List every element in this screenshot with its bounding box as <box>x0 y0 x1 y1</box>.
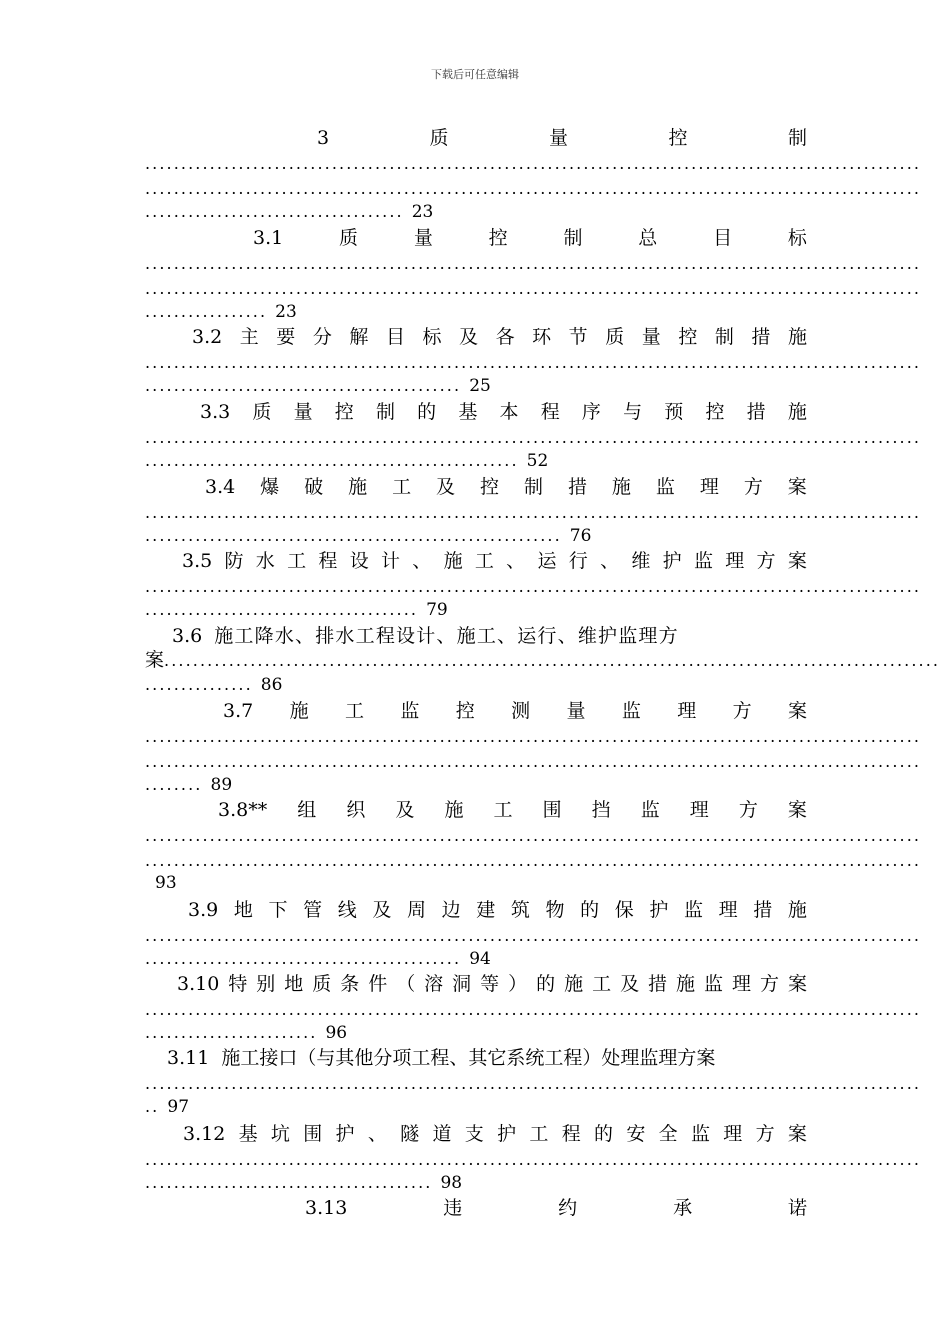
toc-entry-page-line <box>145 526 591 546</box>
toc-entry-char: 施 <box>611 476 631 498</box>
toc-entry-char: 质 <box>429 127 449 149</box>
toc-entry-char: 基 <box>238 1123 258 1145</box>
toc-entry-page-line <box>145 873 177 893</box>
toc-entry-char: 及 <box>395 799 415 821</box>
toc-entry-title[interactable] <box>177 972 807 996</box>
toc-entry-char: 特 <box>228 973 248 995</box>
toc-entry-char: 分 <box>312 326 332 348</box>
toc-entry-char: 边 <box>441 899 461 921</box>
toc-entry-char: 监 <box>400 700 420 722</box>
toc-entry-char: 承 <box>673 1197 693 1219</box>
toc-entry-char: 织 <box>346 799 366 821</box>
toc-entry-char: 施 <box>289 700 309 722</box>
toc-entry-char: 洞 <box>452 973 472 995</box>
toc-entry-char: 护 <box>335 1123 355 1145</box>
toc-entry-title[interactable] <box>188 898 807 922</box>
toc-entry-char: 理 <box>699 476 719 498</box>
toc-entry-title[interactable] <box>305 1196 807 1220</box>
toc-entry-char: 控 <box>334 401 354 423</box>
toc-entry-char: 护 <box>662 550 682 572</box>
toc-entry-char: 、 <box>367 1123 387 1145</box>
toc-entry-char: 方 <box>756 550 776 572</box>
toc-entry-char: 制 <box>714 326 734 348</box>
dot-leader: ............................................................................................................ <box>145 154 922 173</box>
toc-entry-number: 3.12 <box>183 1123 226 1145</box>
toc-entry-char: 方 <box>759 973 779 995</box>
dot-leader: ............................................................................................................ <box>145 1000 922 1019</box>
toc-entry-char: 的 <box>580 899 600 921</box>
toc-entry-char: 护 <box>497 1123 517 1145</box>
toc-entry-number: 3.11 <box>167 1047 210 1069</box>
dot-leader: ............... <box>145 675 253 694</box>
toc-entry-char: 监 <box>655 476 675 498</box>
toc-entry-title[interactable] <box>172 624 807 648</box>
toc-entry-char: 、 <box>412 550 432 572</box>
toc-entry-char: 组 <box>297 799 317 821</box>
toc-entry-page-line <box>145 775 232 795</box>
toc-entry-char: 及 <box>436 476 456 498</box>
toc-entry-char: 建 <box>476 899 496 921</box>
toc-entry-number: 3.3 <box>200 401 231 423</box>
toc-entry-char: 控 <box>678 326 698 348</box>
toc-entry-char: 等 <box>480 973 500 995</box>
toc-entry-char: 条 <box>340 973 360 995</box>
toc-entry-page-number: 96 <box>325 1023 348 1043</box>
toc-entry-page-number: 97 <box>167 1097 190 1117</box>
dot-leader: ............................................................................................................ <box>145 577 922 596</box>
toc-entry-char: 的 <box>594 1123 614 1145</box>
toc-entry-char: 及 <box>372 899 392 921</box>
toc-entry-title[interactable] <box>205 475 807 499</box>
dot-leader: ............................................................................................................ <box>145 752 922 771</box>
toc-entry-text: 施工降水、排水工程设计、施工、运行、维护监理方 <box>214 625 679 647</box>
toc-entry-char: 环 <box>532 326 552 348</box>
toc-entry-char: 理 <box>732 973 752 995</box>
toc-entry-char: 标 <box>422 326 442 348</box>
toc-entry-char: 理 <box>689 799 709 821</box>
toc-entry-page-line <box>145 949 491 969</box>
toc-entry-char: 及 <box>620 973 640 995</box>
toc-entry-char: 制 <box>787 127 807 149</box>
toc-entry-title[interactable] <box>218 798 807 822</box>
toc-entry-char: 工 <box>392 476 412 498</box>
toc-entry-char: 、 <box>506 550 526 572</box>
toc-entry-char: 及 <box>459 326 479 348</box>
toc-entry-char: 量 <box>413 227 433 249</box>
toc-entry-char: 物 <box>545 899 565 921</box>
toc-entry-char: 监 <box>690 1123 710 1145</box>
dot-leader: ........ <box>145 775 203 794</box>
toc-entry-char: 爆 <box>260 476 280 498</box>
toc-entry-char: 措 <box>648 973 668 995</box>
toc-entry-char: 计 <box>380 550 400 572</box>
toc-entry-page-number: 76 <box>569 526 592 546</box>
toc-entry-page-line <box>145 376 491 396</box>
toc-entry-char: 违 <box>443 1197 463 1219</box>
toc-entry-char: 案 <box>787 1123 807 1145</box>
toc-entry-char: 案 <box>787 799 807 821</box>
toc-entry-char: 全 <box>658 1123 678 1145</box>
toc-entry-page-line <box>145 451 548 471</box>
toc-entry-char: 主 <box>239 326 259 348</box>
toc-entry-char: 理 <box>725 550 745 572</box>
toc-entry-char: 目 <box>713 227 733 249</box>
dot-leader: ............................................................................................................ <box>164 651 941 670</box>
toc-entry-number: 3.5 <box>182 550 213 572</box>
toc-entry-char: 的 <box>536 973 556 995</box>
toc-entry-char: 工 <box>344 700 364 722</box>
toc-entry-number: 3.1 <box>253 227 284 249</box>
toc-entry-char: 质 <box>605 326 625 348</box>
dot-leader: ........................................ <box>145 1173 433 1192</box>
dot-leader: .......................................................... <box>145 526 562 545</box>
toc-entry-char: 、 <box>600 550 620 572</box>
toc-entry-title[interactable] <box>167 1046 807 1070</box>
page-header: 下载后可任意编辑 <box>431 68 519 81</box>
toc-entry-char: 措 <box>746 401 766 423</box>
toc-entry-char: （ <box>396 973 416 995</box>
toc-entry-continuation <box>145 649 941 671</box>
toc-entry-char: 方 <box>755 1123 775 1145</box>
toc-entry-title[interactable] <box>317 126 807 150</box>
toc-entry-char: 各 <box>495 326 515 348</box>
dot-leader: ............................................................................................................ <box>145 179 922 198</box>
toc-entry-page-number: 89 <box>210 775 233 795</box>
toc-entry-char: 坑 <box>270 1123 290 1145</box>
toc-entry-page-number: 86 <box>260 675 283 695</box>
toc-entry-char: 工 <box>474 550 494 572</box>
toc-entry-char: 保 <box>614 899 634 921</box>
toc-entry-char: 隧 <box>400 1123 420 1145</box>
toc-entry-char: 护 <box>649 899 669 921</box>
dot-leader: ............................................................................................................ <box>145 1074 922 1093</box>
toc-entry-page-line <box>145 302 297 322</box>
toc-entry-number: 3.8** <box>218 799 268 821</box>
toc-entry-char: 施 <box>348 476 368 498</box>
toc-entry-char: 控 <box>668 127 688 149</box>
toc-entry-number: 3 <box>317 127 330 149</box>
toc-entry-char: 围 <box>303 1123 323 1145</box>
toc-entry-title[interactable] <box>223 699 807 723</box>
toc-entry-char: 施 <box>787 326 807 348</box>
dot-leader: ............................................................................................................ <box>145 926 922 945</box>
toc-entry-char: 制 <box>523 476 543 498</box>
toc-entry-char: ） <box>508 973 528 995</box>
toc-entry-char: 件 <box>368 973 388 995</box>
toc-entry-char: 量 <box>549 127 569 149</box>
toc-entry-char: 质 <box>312 973 332 995</box>
toc-entry-char: 监 <box>693 550 713 572</box>
toc-entry-char: 序 <box>581 401 601 423</box>
toc-entry-char: 基 <box>458 401 478 423</box>
toc-entry-char: 总 <box>638 227 658 249</box>
toc-entry-char: 施 <box>787 401 807 423</box>
toc-entry-char: 水 <box>255 550 275 572</box>
toc-entry-char: 理 <box>723 1123 743 1145</box>
toc-entry-char: 约 <box>558 1197 578 1219</box>
toc-entry-number: 3.9 <box>188 899 219 921</box>
toc-entry-char: 解 <box>349 326 369 348</box>
toc-entry-text: 施工接口（与其他分项工程、其它系统工程）处理监理方案 <box>221 1047 716 1069</box>
toc-entry-page-number: 94 <box>469 949 491 969</box>
toc-entry-char: 方 <box>743 476 763 498</box>
toc-entry-char: 要 <box>276 326 296 348</box>
dot-leader: ............................................................................................................ <box>145 727 922 746</box>
toc-entry-char: 监 <box>704 973 724 995</box>
toc-entry-number: 3.13 <box>305 1197 348 1219</box>
dot-leader: ............................................................................................................ <box>145 826 922 845</box>
toc-entry-char: 地 <box>284 973 304 995</box>
toc-entry-char: 制 <box>375 401 395 423</box>
toc-entry-char: 程 <box>561 1123 581 1145</box>
toc-entry-title[interactable] <box>192 325 807 349</box>
toc-entry-page-line <box>145 1023 347 1043</box>
toc-entry-char: 安 <box>626 1123 646 1145</box>
toc-entry-title[interactable] <box>183 1122 807 1146</box>
toc-entry-char: 监 <box>621 700 641 722</box>
toc-entry-text: 案 <box>145 649 165 671</box>
toc-entry-char: 管 <box>303 899 323 921</box>
dot-leader: .................................................... <box>145 451 519 470</box>
toc-entry-char: 措 <box>567 476 587 498</box>
toc-entry-page-line <box>145 1097 189 1117</box>
toc-entry-char: 量 <box>293 401 313 423</box>
toc-entry-page-number: 98 <box>440 1173 463 1193</box>
toc-entry-char: 工 <box>493 799 513 821</box>
toc-entry-char: 目 <box>385 326 405 348</box>
dot-leader: ............................................................................................................ <box>145 428 922 447</box>
toc-entry-char: 的 <box>417 401 437 423</box>
toc-entry-page-number: 23 <box>275 302 297 322</box>
toc-entry-char: 施 <box>444 799 464 821</box>
toc-entry-char: 控 <box>705 401 725 423</box>
toc-entry-page-number: 93 <box>155 873 177 893</box>
toc-entry-char: 维 <box>631 550 651 572</box>
toc-entry-char: 工 <box>529 1123 549 1145</box>
toc-entry-char: 别 <box>256 973 276 995</box>
toc-entry-char: 周 <box>406 899 426 921</box>
toc-entry-char: 方 <box>732 700 752 722</box>
toc-entry-char: 节 <box>568 326 588 348</box>
toc-entry-page-line <box>145 675 282 695</box>
toc-entry-number: 3.4 <box>205 476 236 498</box>
toc-entry-char: 行 <box>568 550 588 572</box>
toc-entry-char: 运 <box>537 550 557 572</box>
dot-leader: ............................................................................................................ <box>145 851 922 870</box>
toc-entry-char: 溶 <box>424 973 444 995</box>
toc-entry-char: 措 <box>751 326 771 348</box>
toc-entry-char: 地 <box>233 899 253 921</box>
dot-leader: ........................ <box>145 1023 318 1042</box>
toc-entry-char: 质 <box>339 227 359 249</box>
toc-entry-char: 监 <box>683 899 703 921</box>
toc-entry-char: 支 <box>464 1123 484 1145</box>
dot-leader: ............................................................................................................ <box>145 503 922 522</box>
toc-entry-number: 3.10 <box>177 973 220 995</box>
toc-entry-char: 测 <box>511 700 531 722</box>
toc-entry-char: 控 <box>488 227 508 249</box>
toc-entry-number: 3.2 <box>192 326 223 348</box>
toc-entry-char: 工 <box>592 973 612 995</box>
toc-entry-char: 程 <box>318 550 338 572</box>
toc-entry-char: 施 <box>676 973 696 995</box>
toc-entry-number: 3.6 <box>172 625 203 647</box>
toc-entry-page-number: 79 <box>426 600 448 620</box>
dot-leader: ............................................ <box>145 949 462 968</box>
toc-entry-page-number: 52 <box>526 451 549 471</box>
toc-entry-char: 监 <box>640 799 660 821</box>
dot-leader: .................................... <box>145 202 404 221</box>
toc-entry-char: 案 <box>787 476 807 498</box>
toc-entry-title[interactable] <box>253 226 807 250</box>
toc-entry-number: 3.7 <box>223 700 254 722</box>
toc-entry-char: 预 <box>664 401 684 423</box>
dot-leader: ............................................................................................................ <box>145 1150 922 1169</box>
toc-entry-char: 施 <box>787 899 807 921</box>
toc-entry-char: 理 <box>718 899 738 921</box>
toc-entry-page-line <box>145 600 448 620</box>
toc-entry-char: 控 <box>480 476 500 498</box>
toc-entry-char: 量 <box>566 700 586 722</box>
dot-leader: ............................................................................................................ <box>145 353 922 372</box>
toc-entry-char: 施 <box>443 550 463 572</box>
toc-entry-char: 挡 <box>591 799 611 821</box>
toc-entry-char: 标 <box>787 227 807 249</box>
toc-entry-char: 案 <box>787 973 807 995</box>
dot-leader: ...................................... <box>145 600 419 619</box>
dot-leader: ............................................................................................................ <box>145 254 922 273</box>
toc-entry-char: 工 <box>287 550 307 572</box>
toc-entry-char: 破 <box>304 476 324 498</box>
toc-entry-char: 案 <box>787 700 807 722</box>
toc-entry-char: 道 <box>432 1123 452 1145</box>
toc-entry-char: 施 <box>564 973 584 995</box>
toc-entry-char: 防 <box>224 550 244 572</box>
dot-leader: ................. <box>145 302 268 321</box>
toc-entry-char: 设 <box>349 550 369 572</box>
toc-entry-char: 控 <box>455 700 475 722</box>
dot-leader: .. <box>145 1097 160 1116</box>
toc-entry-char: 本 <box>499 401 519 423</box>
toc-entry-title[interactable] <box>182 549 807 573</box>
toc-entry-page-number: 25 <box>469 376 491 396</box>
toc-entry-char: 筑 <box>510 899 530 921</box>
dot-leader: ............................................................................................................ <box>145 279 922 298</box>
toc-entry-char: 线 <box>337 899 357 921</box>
toc-entry-char: 诺 <box>787 1197 807 1219</box>
toc-entry-char: 案 <box>787 550 807 572</box>
toc-entry-page-line <box>145 1173 462 1193</box>
toc-entry-char: 制 <box>563 227 583 249</box>
toc-entry-char: 程 <box>540 401 560 423</box>
toc-entry-char: 下 <box>268 899 288 921</box>
toc-entry-char: 围 <box>542 799 562 821</box>
dot-leader: ............................................ <box>145 376 462 395</box>
toc-entry-char: 量 <box>641 326 661 348</box>
toc-entry-char: 质 <box>252 401 272 423</box>
toc-entry-char: 与 <box>623 401 643 423</box>
toc-entry-char: 方 <box>738 799 758 821</box>
toc-entry-char: 措 <box>753 899 773 921</box>
toc-entry-page-number: 23 <box>411 202 434 222</box>
toc-entry-title[interactable] <box>200 400 807 424</box>
toc-entry-char: 理 <box>677 700 697 722</box>
toc-entry-page-line <box>145 202 433 222</box>
